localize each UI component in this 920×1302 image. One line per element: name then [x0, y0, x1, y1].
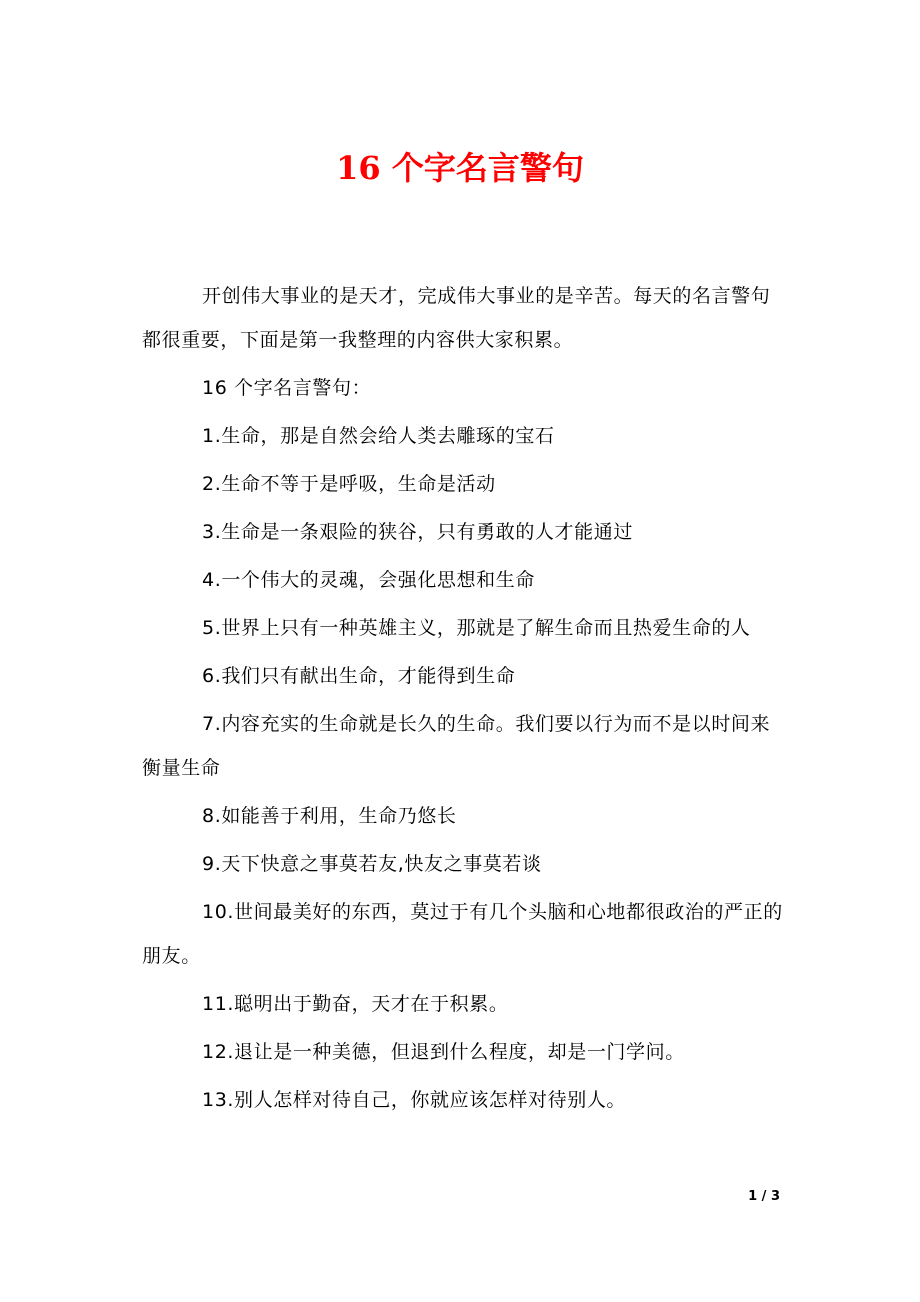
quote-item-1: 1.生命，那是自然会给人类去雕琢的宝石: [202, 425, 555, 447]
quote-item-4: 4.一个伟大的灵魂，会强化思想和生命: [202, 569, 535, 591]
quote-item-12: 12.退让是一种美德，但退到什么程度，却是一门学问。: [202, 1041, 685, 1063]
document-body: [142, 274, 786, 1126]
quote-item-11: 11.聪明出于勤奋，天才在于积累。: [202, 993, 509, 1015]
intro-paragraph: 开创伟大事业的是天才，完成伟大事业的是辛苦。每天的名言警句都很重要，下面是第一我整理的内容供大家积累。: [142, 285, 771, 351]
quote-item-10: 10.世间最美好的东西，莫过于有几个头脑和心地都很政治的严正的朋友。: [142, 901, 783, 967]
quote-item-7: 7.内容充实的生命就是长久的生命。我们要以行为而不是以时间来衡量生命: [142, 713, 771, 779]
quote-item-3: 3.生命是一条艰险的狭谷，只有勇敢的人才能通过: [202, 521, 633, 543]
quote-item-9: 9.天下快意之事莫若友,快友之事莫若谈: [202, 853, 542, 875]
quote-item-13: 13.别人怎样对待自己，你就应该怎样对待别人。: [202, 1089, 627, 1111]
page-number: 1 / 3: [748, 1189, 780, 1204]
quote-item-6: 6.我们只有献出生命，才能得到生命: [202, 665, 516, 687]
quote-item-8: 8.如能善于利用，生命乃悠长: [202, 805, 457, 827]
section-heading: 16 个字名言警句：: [202, 377, 372, 399]
document-title: 16 个字名言警句: [336, 149, 584, 187]
quote-item-2: 2.生命不等于是呼吸，生命是活动: [202, 473, 496, 495]
quote-item-5: 5.世界上只有一种英雄主义，那就是了解生命而且热爱生命的人: [202, 617, 751, 639]
